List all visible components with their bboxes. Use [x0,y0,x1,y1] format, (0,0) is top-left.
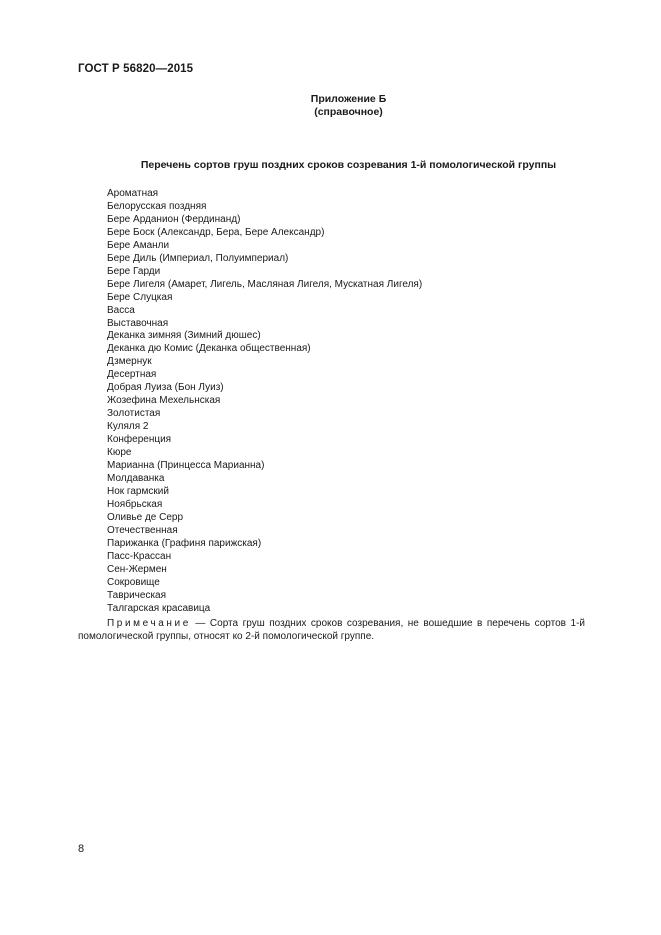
list-item: Кюре [107,447,132,459]
list-item: Нок гармский [107,485,169,497]
list-title: Перечень сортов груш поздних сроков созревания 1-й помологической группы [140,159,557,171]
list-item: Дзмернук [107,356,152,368]
list-item: Сен-Жермен [107,563,167,575]
list-item: Молдаванка [107,472,165,484]
list-item: Десертная [107,369,157,381]
list-item: Ароматная [107,188,159,199]
list-item: Талгарская красавица [107,602,211,614]
list-item: Оливье де Серр [107,511,184,523]
list-item: Парижанка (Графиня парижская) [107,537,262,549]
list-item: Деканка дю Комис (Деканка общественная) [107,343,311,355]
list-item: Марианна (Принцесса Марианна) [107,460,265,472]
note-label: Примечание [107,618,191,629]
list-item: Таврическая [107,589,167,601]
variety-list [107,188,422,615]
list-item: Деканка зимняя (Зимний дюшес) [107,330,261,342]
appendix-subtitle: (справочное) [314,106,383,118]
list-item: Белорусская поздняя [107,200,207,212]
document-code: ГОСТ Р 56820—2015 [78,63,194,75]
note-text: — Сорта груш поздних сроков созревания, не вошедшие в перечень сортов 1-й помологической группы, относят ко 2-й помологической группе. [78,618,585,642]
list-item: Бере Аманли [107,239,170,251]
list-item: Бере Боск (Александр, Бера, Бере Александр) [107,226,325,238]
note-paragraph [78,617,585,643]
appendix-title: Приложение Б [310,93,387,105]
list-item: Ноябрьская [107,498,163,510]
list-item: Золотистая [107,408,161,420]
list-item: Сокровище [107,576,160,588]
list-item: Бере Слуцкая [107,291,173,303]
list-item: Отечественная [107,524,178,536]
list-item: Куляля 2 [107,421,149,433]
list-item: Жозефина Мехельнская [107,395,221,407]
list-item: Конференция [107,434,172,446]
list-item: Пасс-Крассан [107,550,172,562]
list-item: Бере Арданион (Фердинанд) [107,213,241,225]
list-item: Васса [107,304,135,316]
list-item: Бере Гарди [107,265,161,277]
page-number: 8 [78,843,85,855]
list-item: Бере Диль (Империал, Полуимпериал) [107,252,289,264]
list-item: Выставочная [107,317,169,329]
list-item: Бере Лигеля (Амарет, Лигель, Масляная Лигеля, Мускатная Лигеля) [107,278,423,290]
list-item: Добрая Луиза (Бон Луиз) [107,382,224,394]
